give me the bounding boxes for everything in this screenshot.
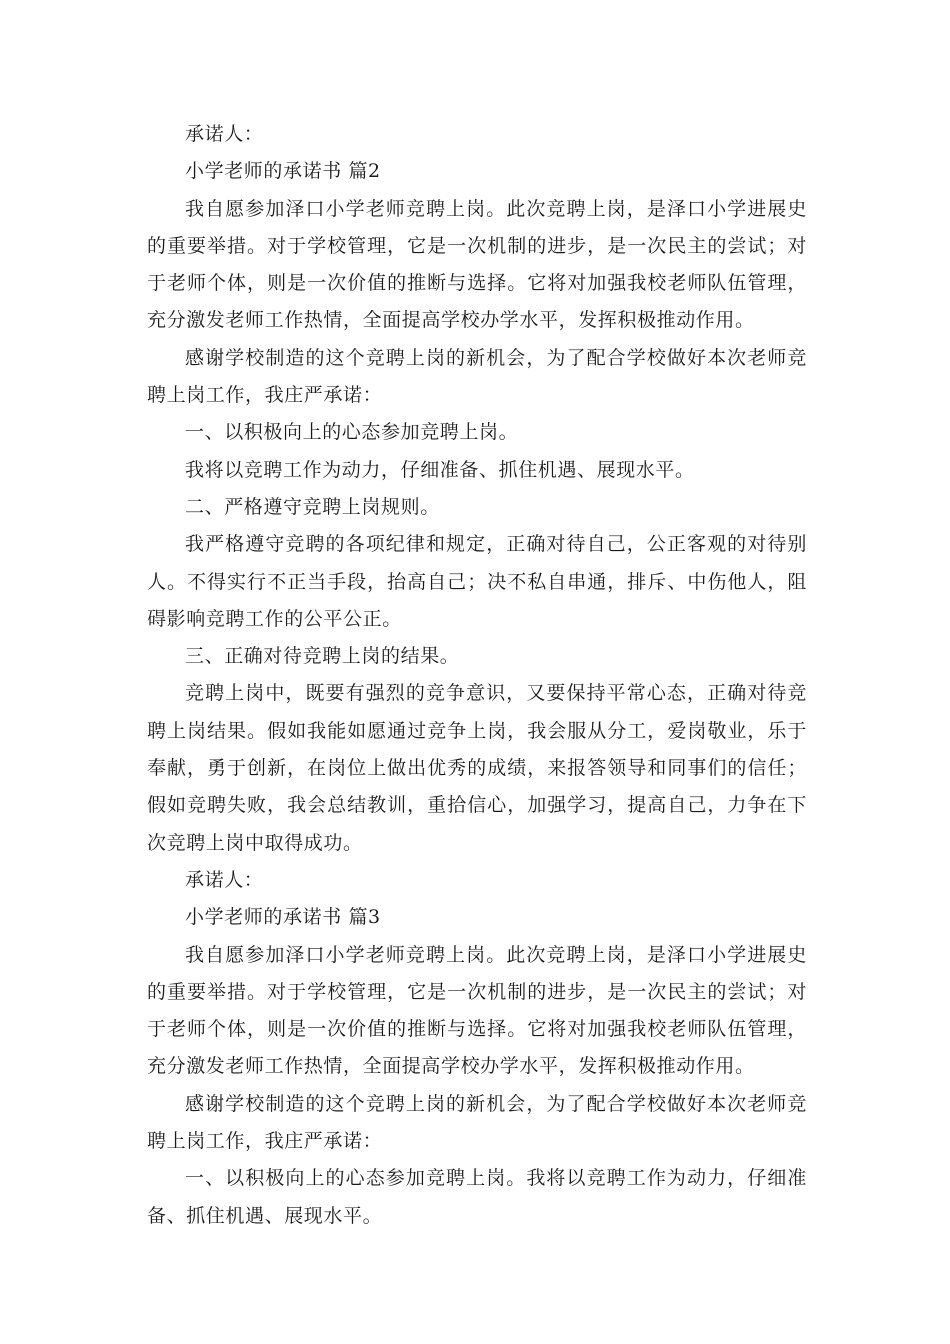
paragraph: 竞聘上岗中，既要有强烈的竞争意识，又要保持平常心态，正确对待竞聘上岗结果。假如我能如愿通过竞争上岗，我会服从分工，爱岗敬业，乐于奉献，勇于创新，在岗位上做出优秀的成绩，来报答领导和同事们的信任；假如竞聘失败，我会总结教训，重拾信心，加强学习，提高自己，力争在下次竞聘上岗中取得成功。 xyxy=(147,682,807,854)
paragraph: 我严格遵守竞聘的各项纪律和规定，正确对待自己，公正客观的对待别人。不得实行不正当手段，抬高自己；决不私自串通，排斥、中伤他人，阻碍影响竞聘工作的公平公正。 xyxy=(147,533,807,630)
list-heading: 三、正确对待竞聘上岗的结果。 xyxy=(185,645,460,668)
paragraph: 感谢学校制造的这个竞聘上岗的新机会，为了配合学校做好本次老师竞聘上岗工作，我庄严承诺： xyxy=(147,1092,807,1153)
signature-line: 承诺人： xyxy=(185,123,264,145)
signature-line: 承诺人： xyxy=(185,868,264,891)
list-heading: 一、以积极向上的心态参加竞聘上岗。 xyxy=(185,421,519,444)
paragraph: 一、以积极向上的心态参加竞聘上岗。我将以竞聘工作为动力，仔细准备、抓住机遇、展现水平。 xyxy=(147,1167,807,1227)
paragraph: 我将以竞聘工作为动力，仔细准备、抓住机遇、展现水平。 xyxy=(185,458,695,481)
paragraph: 感谢学校制造的这个竞聘上岗的新机会，为了配合学校做好本次老师竞聘上岗工作，我庄严承诺： xyxy=(147,346,807,407)
document-page xyxy=(147,116,807,1235)
paragraph: 我自愿参加泽口小学老师竞聘上岗。此次竞聘上岗，是泽口小学进展史的重要举措。对于学校管理，它是一次机制的进步，是一次民主的尝试；对于老师个体，则是一次价值的推断与选择。它将对加强我校老师队伍管理，充分激发老师工作热情，全面提高学校办学水平，发挥积极推动作用。 xyxy=(147,197,807,332)
section-heading: 小学老师的承诺书 篇2 xyxy=(185,160,381,183)
section-heading: 小学老师的承诺书 篇3 xyxy=(185,906,381,929)
paragraph: 我自愿参加泽口小学老师竞聘上岗。此次竞聘上岗，是泽口小学进展史的重要举措。对于学校管理，它是一次机制的进步，是一次民主的尝试；对于老师个体，则是一次价值的推断与选择。它将对加强我校老师队伍管理，充分激发老师工作热情，全面提高学校办学水平，发挥积极推动作用。 xyxy=(147,943,807,1078)
list-heading: 二、严格遵守竞聘上岗规则。 xyxy=(185,495,440,518)
